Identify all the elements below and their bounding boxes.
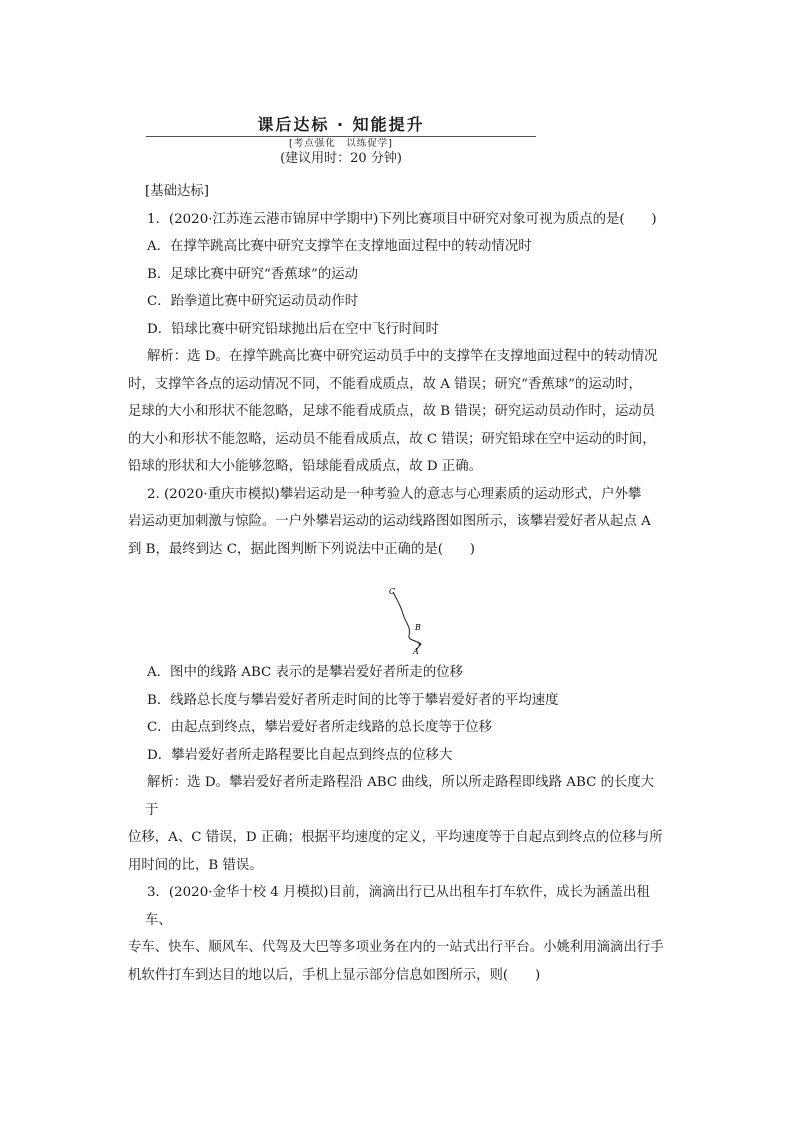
climbing-route-figure <box>375 584 435 656</box>
page-header <box>146 114 536 168</box>
q1-stem: 1．(2020·江苏连云港市锦屏中学期中)下列比赛项目中研究对象可视为质点的是( ) <box>147 211 657 227</box>
suggested-time: (建议用时：20 分钟) <box>280 151 402 166</box>
q2-analysis-line: 用时间的比，B 错误。 <box>128 857 263 873</box>
q1-analysis-line: 铅球的形状和大小能够忽略，铅球能看成质点，故 D 正确。 <box>128 459 483 474</box>
q3-stem-line: 机软件打车到达目的地以后，手机上显示部分信息如图所示，则( ) <box>128 967 541 983</box>
q2-stem-line: 到 B，最终到达 C，据此图判断下列说法中正确的是( ) <box>128 541 476 557</box>
q1-option-a: A．在撑竿跳高比赛中研究支撑竿在支撑地面过程中的转动情况时 <box>147 239 532 254</box>
point-c-label: C <box>389 587 396 596</box>
q3-stem-line: 专车、快车、顺风车、代驾及大巴等多项业务在内的一站式出行平台。小姚利用滴滴出行手 <box>128 940 664 955</box>
point-a-label: A <box>413 647 419 656</box>
q2-stem-line: 岩运动更加刺激与惊险。一户外攀岩运动的运动线路图如图所示，该攀岩爱好者从起点 A <box>128 514 651 529</box>
q1-analysis-line: 足球的大小和形状不能忽略，足球不能看成质点，故 B 错误；研究运动员动作时，运动员 <box>128 404 656 419</box>
q2-option-d: D．攀岩爱好者所走路程要比自起点到终点的位移大 <box>147 747 453 763</box>
q1-analysis-line: 的大小和形状不能忽略，运动员不能看成质点，故 C 错误；研究铅球在空中运动的时间， <box>128 431 656 447</box>
q2-analysis-line: 解析：选 D。攀岩爱好者所走路程沿 ABC 曲线，所以所走路程即线路 ABC 的长度大于 <box>145 775 655 818</box>
q2-option-a: A．图中的线路 ABC 表示的是攀岩爱好者所走的位移 <box>147 665 463 680</box>
page-subtitle: [考点强化 以练促学] <box>289 138 393 149</box>
q2-analysis-line: 位移，A、C 错误，D 正确；根据平均速度的定义，平均速度等于自起点到终点的位移与所 <box>128 830 663 845</box>
q1-option-d: D．铅球比赛中研究铅球抛出后在空中飞行时间时 <box>147 321 439 337</box>
q1-option-c: C．跆拳道比赛中研究运动员动作时 <box>147 294 359 309</box>
q1-analysis-line: 时，支撑竿各点的运动情况不同，不能看成质点，故 A 错误；研究“香蕉球”的运动时， <box>128 376 642 392</box>
q2-option-c: C．由起点到终点，攀岩爱好者所走线路的总长度等于位移 <box>147 720 493 735</box>
q3-stem-line: 3．(2020·金华十校 4 月模拟)目前，滴滴出行已从出租车打车软件，成长为涵盖出租车、 <box>145 885 650 928</box>
page-title: 课后达标 · 知能提升 <box>257 115 425 134</box>
point-b-label: B <box>415 623 421 632</box>
q2-stem-line: 2. (2020·重庆市模拟)攀岩运动是一种考验人的意志与心理素质的运动形式，户外攀 <box>147 486 642 502</box>
route-path <box>393 592 421 650</box>
q1-analysis-line: 解析：选 D。在撑竿跳高比赛中研究运动员手中的支撑竿在支撑地面过程中的转动情况 <box>147 349 658 364</box>
section-label: [基础达标] <box>145 184 210 199</box>
q1-option-b: B．足球比赛中研究“香蕉球”的运动 <box>147 266 358 282</box>
q2-option-b: B．线路总长度与攀岩爱好者所走时间的比等于攀岩爱好者的平均速度 <box>147 692 559 708</box>
title-underline <box>146 136 536 137</box>
